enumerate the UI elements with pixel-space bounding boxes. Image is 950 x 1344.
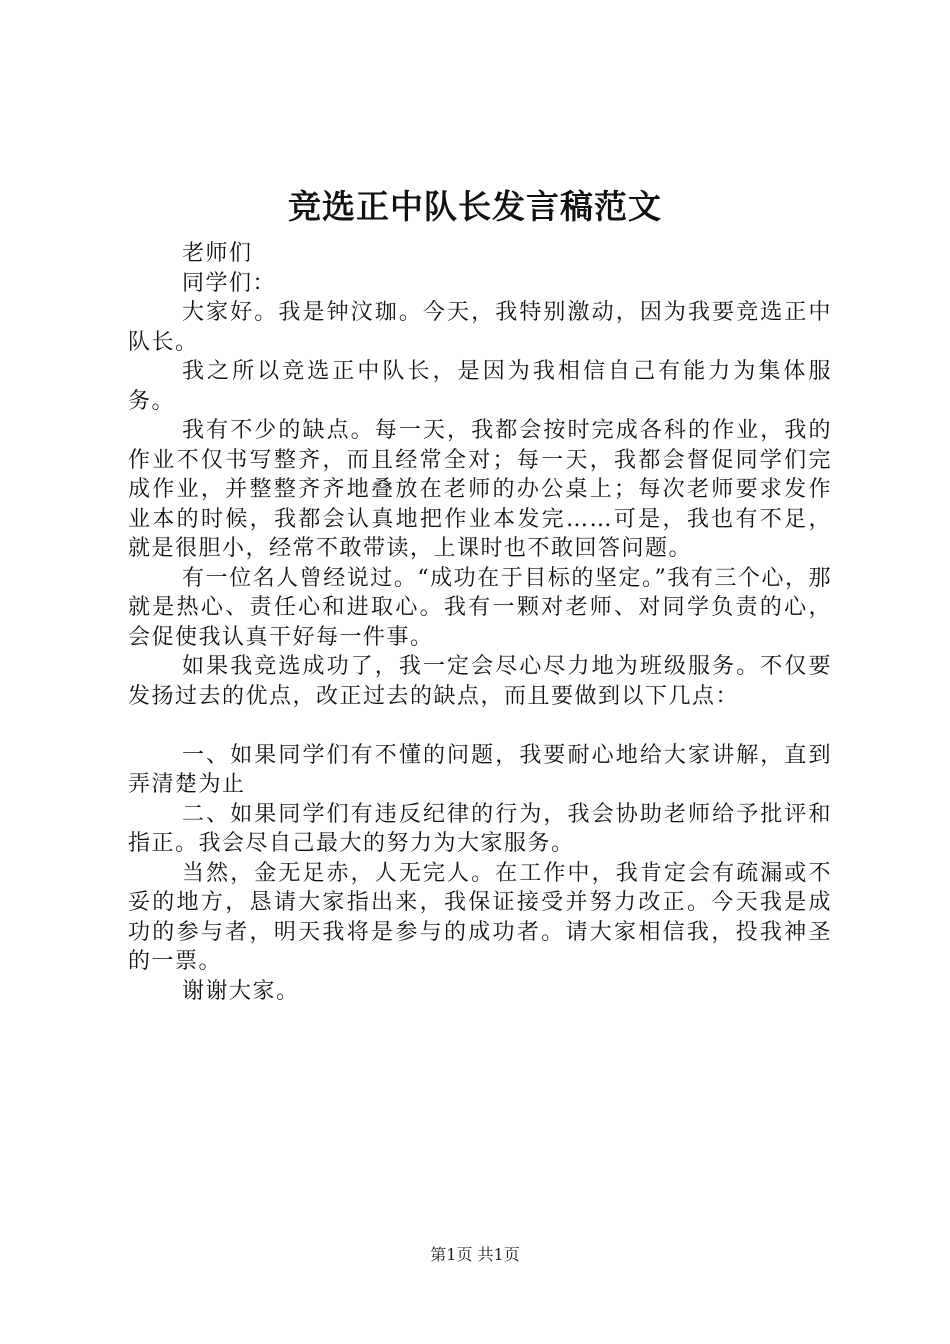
paragraph-point-one: 一、如果同学们有不懂的问题，我要耐心地给大家讲解，直到弄清楚为止 <box>128 742 832 797</box>
paragraph-quote: 有一位名人曾经说过。“成功在于目标的坚定。”我有三个心，那就是热心、责任心和进取心。我有一颗对老师、对同学负责的心，会促使我认真干好每一件事。 <box>128 565 832 650</box>
paragraph-greeting: 大家好。我是钟汶珈。今天，我特别激动，因为我要竞选正中队长。 <box>128 300 832 355</box>
paragraph-promise: 如果我竞选成功了，我一定会尽心尽力地为班级服务。不仅要发扬过去的优点，改正过去的缺点，而且要做到以下几点： <box>128 654 832 709</box>
document-title: 竞选正中队长发言稿范文 <box>288 187 662 226</box>
salutation-teachers: 老师们 <box>182 241 253 266</box>
paragraph-thanks: 谢谢大家。 <box>182 978 300 1004</box>
page-footer: 第1页 共1页 <box>430 1245 520 1264</box>
paragraph-reason: 我之所以竞选正中队长，是因为我相信自己有能力为集体服务。 <box>128 359 832 414</box>
paragraph-point-two: 二、如果同学们有违反纪律的行为，我会协助老师给予批评和指正。我会尽自己最大的努力为大家服务。 <box>128 801 832 856</box>
paragraph-strengths: 我有不少的缺点。每一天，我都会按时完成各科的作业，我的作业不仅书写整齐，而且经常全对；每一天，我都会督促同学们完成作业，并整整齐齐地叠放在老师的办公桌上；每次老师要求发作业本的时候，我都会认真地把作业本发完……可是，我也有不足，就是很胆小，经常不敢带读，上课时也不敢回答问题。 <box>128 418 832 561</box>
document-body <box>128 239 832 1006</box>
paragraph-closing: 当然，金无足赤，人无完人。在工作中，我肯定会有疏漏或不妥的地方，恳请大家指出来，我保证接受并努力改正。今天我是成功的参与者，明天我将是参与的成功者。请大家相信我，投我神圣的一票。 <box>128 860 832 974</box>
salutation-students: 同学们： <box>182 270 277 296</box>
